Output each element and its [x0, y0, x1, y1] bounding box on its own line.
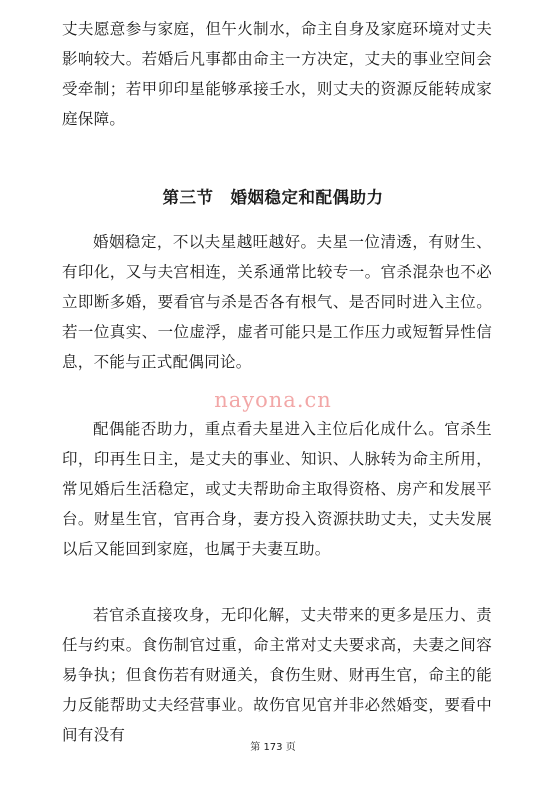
paragraph-continued	[62, 14, 492, 134]
paragraph-text: 丈夫愿意参与家庭，但午火制水，命主自身及家庭环境对丈夫影响较大。若婚后凡事都由命主一方决定，丈夫的事业空间会受牵制；若甲卯印星能够承接壬水，则丈夫的资源反能转成家庭保障。	[62, 20, 492, 128]
paragraph-spouse-support	[62, 414, 492, 564]
paragraph-marriage-stability	[62, 227, 492, 377]
section-heading: 第三节 婚姻稳定和配偶助力	[162, 188, 384, 207]
page-number: 第 173 页	[250, 742, 296, 753]
watermark-text: nayona.cn	[214, 388, 332, 412]
paragraph-text: 配偶能否助力，重点看夫星进入主位后化成什么。官杀生印，印再生日主，是丈夫的事业、知识、人脉转为命主所用，常见婚后生活稳定，或丈夫帮助命主取得资格、房产和发展平台。财星生官，官再合身，妻方投入资源扶助丈夫，丈夫发展以后又能回到家庭，也属于夫妻互助。	[62, 420, 492, 558]
paragraph-text: 婚姻稳定，不以夫星越旺越好。夫星一位清透，有财生、有印化，又与夫宫相连，关系通常比较专一。官杀混杂也不必立即断多婚，要看官与杀是否各有根气、是否同时进入主位。若一位真实、一位虚浮，虚者可能只是工作压力或短暂异性信息，不能与正式配偶同论。	[62, 233, 492, 371]
paragraph-text: 若官杀直接攻身，无印化解，丈夫带来的更多是压力、责任与约束。食伤制官过重，命主常对丈夫要求高，夫妻之间容易争执；但食伤若有财通关，食伤生财、财再生官，命主的能力反能帮助丈夫经营事业。故伤官见官并非必然婚变，要看中间有没有	[62, 606, 492, 744]
paragraph-official-attack	[62, 600, 492, 750]
